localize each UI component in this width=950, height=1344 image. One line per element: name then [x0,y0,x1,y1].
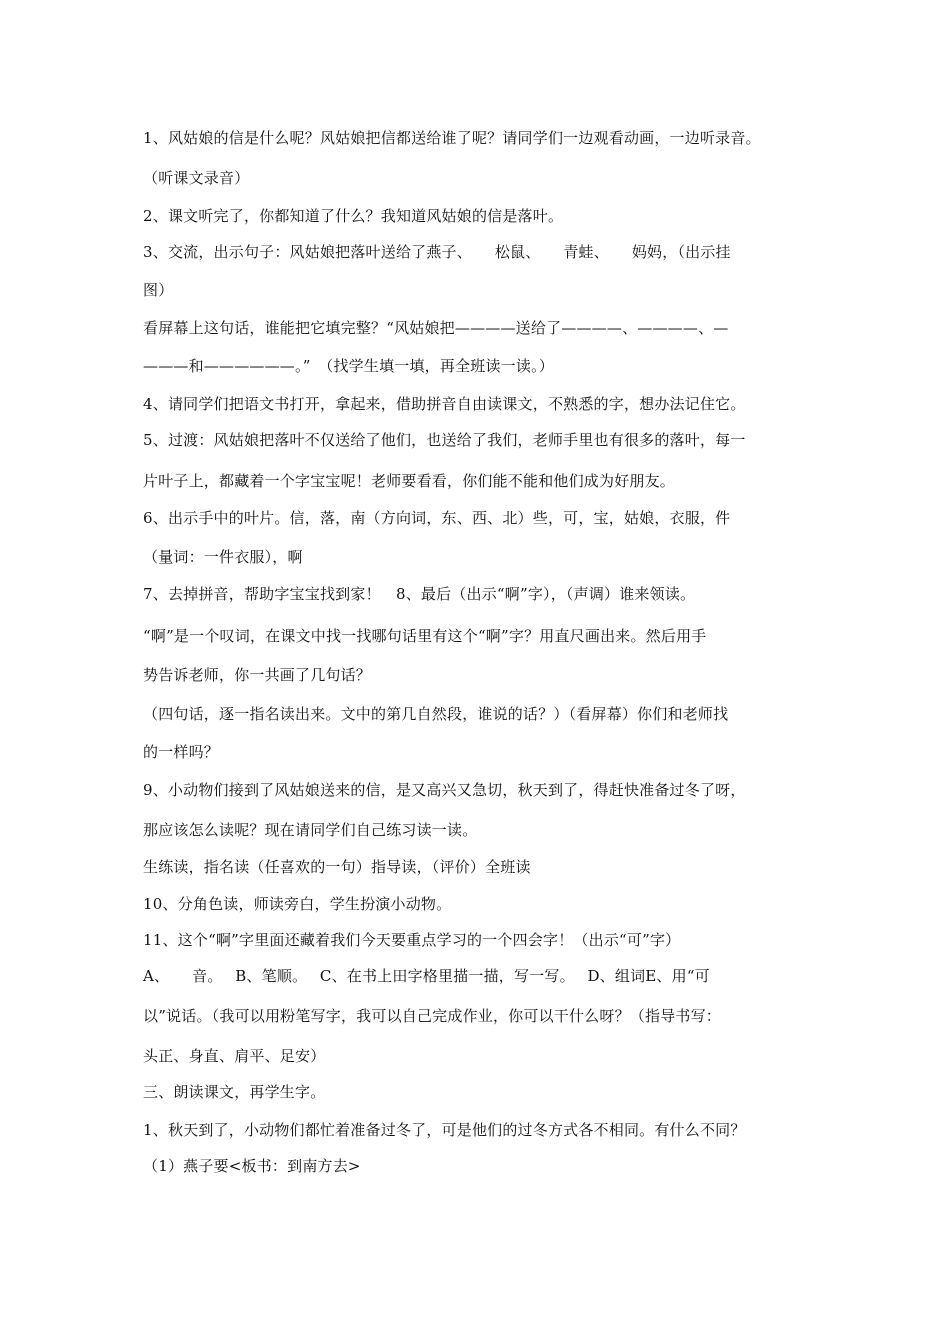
paragraph-line: 4、请同学们把语文书打开，拿起来，借助拼音自由读课文，不熟悉的字，想办法记住它。 [143,395,746,413]
paragraph-line: 10、分角色读，师读旁白，学生扮演小动物。 [143,895,452,913]
paragraph-line: 生练读，指名读（任喜欢的一句）指导读，（评价）全班读 [143,858,531,876]
paragraph-line: 2、课文听完了，你都知道了什么？我知道风姑娘的信是落叶。 [143,207,564,225]
paragraph-line: 那应该怎么读呢？现在请同学们自己练习读一读。 [143,821,478,839]
paragraph-line: A、 音。 B、笔顺。 C、在书上田字格里描一描，写一写。 D、组词E、用“可 [143,967,710,985]
paragraph-line: 看屏幕上这句话，谁能把它填完整？“风姑娘把————送给了————、————、— [143,319,729,337]
paragraph-line: 11、这个“啊”字里面还藏着我们今天要重点学习的一个四会字！（出示“可”字） [143,931,681,949]
paragraph-line: 势告诉老师，你一共画了几句话？ [143,666,372,684]
paragraph-line: 图） [143,281,174,299]
paragraph-line: 5、过渡：风姑娘把落叶不仅送给了他们，也送给了我们，老师手里也有很多的落叶，每一 [143,431,746,449]
paragraph-line: （听课文录音） [143,169,250,187]
section-heading: 三、朗读课文，再学生字。 [143,1083,326,1101]
paragraph-line: 3、交流，出示句子：风姑娘把落叶送给了燕子、 松鼠、 青蛙、 妈妈，（出示挂 [143,243,731,261]
paragraph-line: （四句话，逐一指名读出来。文中的第几自然段，谁说的话？）（看屏幕）你们和老师找 [143,705,729,723]
paragraph-line: 1、风姑娘的信是什么呢？风姑娘把信都送给谁了呢？请同学们一边观看动画，一边听录音。 [143,129,761,147]
paragraph-line: 以”说话。（我可以用粉笔写字，我可以自己完成作业，你可以干什么呀？（指导书写： [143,1007,721,1025]
paragraph-line: 1、秋天到了，小动物们都忙着准备过冬了，可是他们的过冬方式各不相同。有什么不同？ [143,1121,746,1139]
paragraph-line: （量词：一件衣服），啊 [143,548,303,566]
paragraph-line: 6、出示手中的叶片。信，落，南（方向词，东、西、北）些，可，宝，姑娘，衣服，件 [143,509,731,527]
paragraph-line: 9、小动物们接到了风姑娘送来的信，是又高兴又急切，秋天到了，得赶快准备过冬了呀， [143,781,746,799]
paragraph-line: 7、去掉拼音，帮助字宝宝找到家！ 8、最后（出示“啊”字），（声调）谁来领读。 [143,585,696,603]
paragraph-line: “啊”是一个叹词，在课文中找一找哪句话里有这个“啊”字？用直尺画出来。然后用手 [143,627,707,645]
paragraph-line: 片叶子上，都藏着一个字宝宝呢！老师要看看，你们能不能和他们成为好朋友。 [143,472,676,490]
paragraph-line: 的一样吗？ [143,743,220,761]
paragraph-line: ———和——————。” （找学生填一填，再全班读一读。） [143,357,554,375]
paragraph-line: 头正、身直、肩平、足安） [143,1047,326,1065]
paragraph-line: （1）燕子要<板书：到南方去> [143,1157,361,1175]
